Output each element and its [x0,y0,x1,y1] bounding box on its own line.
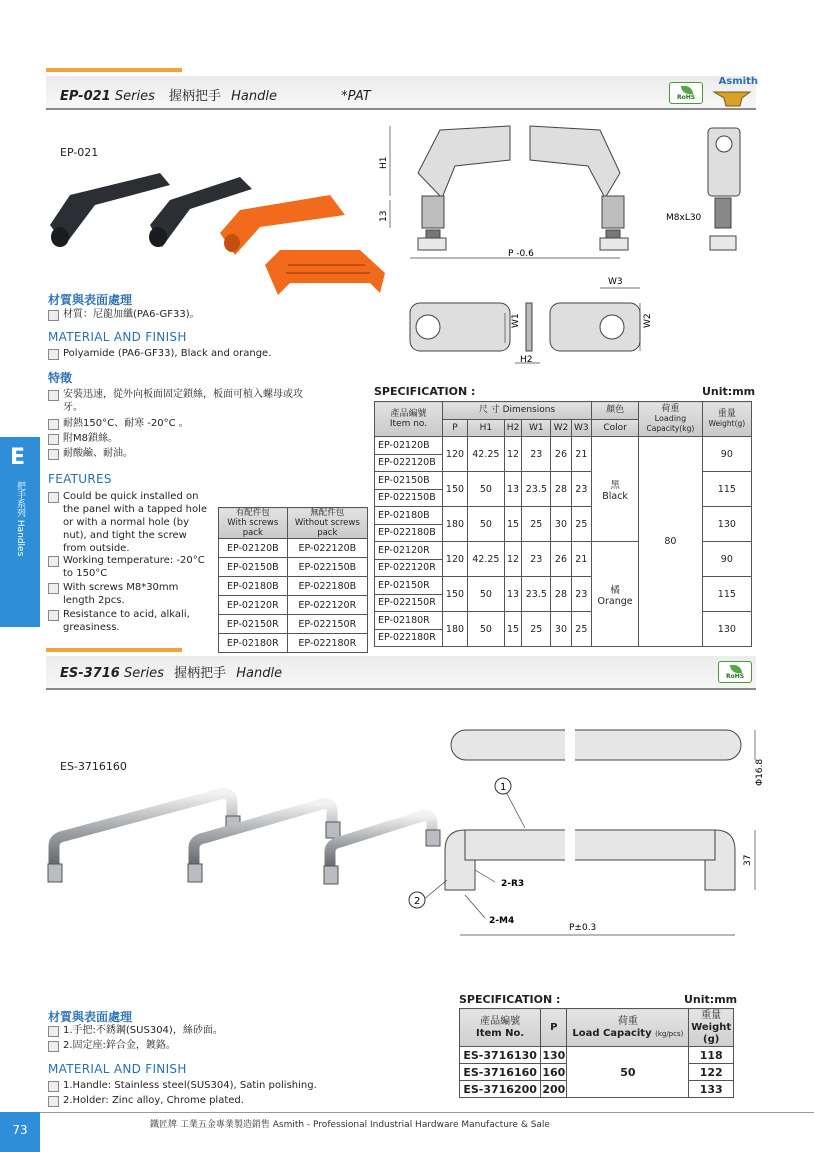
ep021-material-en-title: MATERIAL AND FINISH [48,330,187,344]
color-cell: 黑 Black [592,437,639,542]
col-weight: 重量 Weight(g) [702,402,751,437]
table-row: EP-02120B EP-022120B [219,539,368,558]
color-cell: 橘 Orange [592,542,639,647]
table-row: EP-02180R EP-022180R [219,634,368,653]
dimension-value: 21 [571,437,591,472]
dimension-value: 25 [522,507,551,542]
dimension-value: 23 [571,577,591,612]
dimension-value: 120 [443,437,468,472]
dimension-value: 15 [504,612,522,647]
weight-value: 130 [702,507,751,542]
ep021-features-en-title: FEATURES [48,472,112,486]
dim-37: 37 [743,854,753,866]
callout-1: 1 [500,782,507,793]
es3716-product-photo [40,780,440,890]
item-number: EP-022180B [375,524,443,542]
ep021-features-zh-title: 特徵 [48,371,73,385]
dimension-value: 30 [551,507,571,542]
col-w2: W2 [551,419,571,437]
table-row: ES-3716200 200 133 [460,1081,734,1098]
ep021-header-title: EP-021 Series 握柄把手 Handle *PAT [60,89,371,104]
col-w1: W1 [522,419,551,437]
dimension-value: 150 [443,577,468,612]
weight-value: 90 [702,437,751,472]
es3716-spec-unit: Unit:mm [684,993,738,1006]
col-item: 產品編號 Item no. [375,402,443,437]
item-number: EP-02180R [375,612,443,630]
ep021-spec-title: SPECIFICATION : [374,385,476,398]
header-accent [46,68,182,72]
dimension-value: 23 [522,542,551,577]
dimension-value: 50 [467,507,504,542]
rohs-badge: RoHS [669,82,703,104]
ep021-spec-table [374,401,752,647]
col-w3: W3 [571,419,591,437]
es3716-technical-drawing [405,720,765,950]
table-row: EP-02150B EP-022150B [219,558,368,577]
dimension-value: 25 [571,612,591,647]
dim-m4: 2-M4 [489,916,515,926]
es3716-material-en-title: MATERIAL AND FINISH [48,1062,187,1076]
table-row [375,437,752,455]
item-number: EP-022120B [375,454,443,472]
dimension-value: 120 [443,542,468,577]
dimension-value: 12 [504,437,522,472]
footer-text: 鐵匠牌 工業五金專業製造銷售 Asmith - Professional Industrial Hardware Manufacture & Sale [150,1120,550,1130]
ep021-feature-en-3: With screws M8*30mm length 2pcs. [48,581,213,607]
ep021-product-label: EP-021 [60,146,99,159]
es3716-material-zh-2: 2.固定座:鋅合金，鍍鉻。 [48,1039,368,1052]
item-number: EP-02180B [375,507,443,525]
screws-pack-table [218,507,368,653]
rohs-badge-2: RoHS [718,661,752,683]
es3716-material-zh-title: 材質與表面處理 [48,1010,133,1024]
dim-w1: W1 [511,313,521,328]
item-number: EP-02120R [375,542,443,560]
col-h1: H1 [467,419,504,437]
dimension-value: 13 [504,472,522,507]
col-weight-es: 重量 Weight (g) [689,1009,734,1047]
dimension-value: 50 [467,472,504,507]
col-h2: H2 [504,419,522,437]
table-row: ES-3716130 130 50 118 [460,1047,734,1064]
dimension-value: 12 [504,542,522,577]
col-item-no: 產品編號 Item No. [460,1009,541,1047]
es3716-product-label: ES-3716160 [60,760,127,773]
dimension-value: 28 [551,472,571,507]
table-row: ES-3716160 160 122 [460,1064,734,1081]
es3716-spec-title: SPECIFICATION : [459,993,561,1006]
dim-w2: W2 [643,313,653,328]
ep021-feature-zh-4: 耐酸鹼、耐油。 [48,447,308,460]
dimension-value: 26 [551,437,571,472]
side-tab-letter: E [10,445,26,470]
dimension-value: 26 [551,542,571,577]
item-number: EP-022180R [375,629,443,647]
page-number: 73 [0,1112,40,1152]
ep021-material-en: Polyamide (PA6-GF33), Black and orange. [48,347,348,360]
es3716-material-en-2: 2.Holder: Zinc alloy, Chrome plated. [48,1094,388,1107]
dimension-value: 23 [522,437,551,472]
col-loading: 荷重 Loading Capacity(kg) [639,402,703,437]
dim-p: P -0.6 [508,249,534,259]
ep021-material-zh-title: 材質與表面處理 [48,293,133,307]
item-number: EP-02120B [375,437,443,455]
weight-value: 115 [702,577,751,612]
col-p: P [443,419,468,437]
item-number: EP-02150R [375,577,443,595]
es3716-header-title: ES-3716 Series 握柄把手 Handle [60,666,283,681]
footer-rule [40,1112,814,1113]
ep021-feature-zh-1: 安裝迅速，從外向板面固定鎖絲，板面可植入螺母或攻牙。 [48,388,308,414]
ep021-feature-en-1: Could be quick installed on the panel with a tapped hole or with a normal hole (by nut), and tight the screw from outside. [48,490,213,555]
dimension-value: 28 [551,577,571,612]
callout-2: 2 [414,896,421,907]
ep021-feature-en-4: Resistance to acid, alkali, greasiness. [48,608,213,634]
dim-h2: H2 [520,355,533,365]
item-number: EP-022150B [375,489,443,507]
dim-screw: M8xL30 [666,213,702,223]
table-row: EP-02150R EP-022150R [219,615,368,634]
loading-capacity: 80 [639,437,703,647]
es3716-material-en-1: 1.Handle: Stainless steel(SUS304), Satin polishing. [48,1079,388,1092]
weight-value: 90 [702,542,751,577]
ep021-product-photo [40,165,400,305]
side-tab-text: 把手系列 Handles [15,481,25,557]
dim-w3: W3 [608,277,623,287]
dim-h1: H1 [379,156,389,169]
dimension-value: 180 [443,612,468,647]
weight-value: 130 [702,612,751,647]
dim-dia: Φ16.8 [755,758,765,786]
dimension-value: 23.5 [522,577,551,612]
dimension-value: 25 [522,612,551,647]
item-number: EP-022120R [375,559,443,577]
dimension-value: 25 [571,507,591,542]
header-accent-2 [46,648,182,652]
item-number: EP-022150R [375,594,443,612]
dimension-value: 50 [467,577,504,612]
dimension-value: 50 [467,612,504,647]
es3716-spec-table [459,1008,734,1098]
es3716-material-zh-1: 1.手把:不銹鋼(SUS304)，絲砂面。 [48,1024,368,1037]
col-dimensions: 尺 寸 Dimensions [443,402,592,420]
ep021-feature-zh-2: 耐熱150°C、耐寒 -20°C 。 [48,417,308,430]
col-p-es: P [541,1009,567,1047]
table-row: EP-02180B EP-022180B [219,577,368,596]
dimension-value: 30 [551,612,571,647]
ep021-spec-unit: Unit:mm [702,385,756,398]
asmith-logo: Asmith [710,76,758,110]
dimension-value: 13 [504,577,522,612]
dimension-value: 42.25 [467,437,504,472]
dimension-value: 150 [443,472,468,507]
dim-p2: P±0.3 [569,923,597,933]
ep021-material-zh: 材質：尼龍加纖(PA6-GF33)。 [48,308,348,321]
ep021-feature-zh-3: 附M8鎖絲。 [48,432,308,445]
dimension-value: 23.5 [522,472,551,507]
dimension-value: 15 [504,507,522,542]
side-tab-handles[interactable] [0,437,40,627]
pack-header-without: 無配件包 Without screws pack [287,508,367,539]
table-row: EP-02120R EP-022120R [219,596,368,615]
dim-13: 13 [379,210,389,222]
ep021-feature-en-2: Working temperature: -20°C to 150°C [48,554,213,580]
ep021-technical-drawing [380,118,760,380]
dimension-value: 42.25 [467,542,504,577]
weight-value: 115 [702,472,751,507]
col-load-capacity: 荷重 Load Capacity (kg/pcs) [567,1009,689,1047]
col-color-en: Color [592,419,639,437]
es3716-loading: 50 [567,1047,689,1098]
pack-header-with: 有配件包 With screws pack [219,508,288,539]
dimension-value: 23 [571,472,591,507]
item-number: EP-02150B [375,472,443,490]
col-color-zh: 顏色 [592,402,639,420]
dimension-value: 180 [443,507,468,542]
dimension-value: 21 [571,542,591,577]
dim-r3: 2-R3 [501,879,525,889]
